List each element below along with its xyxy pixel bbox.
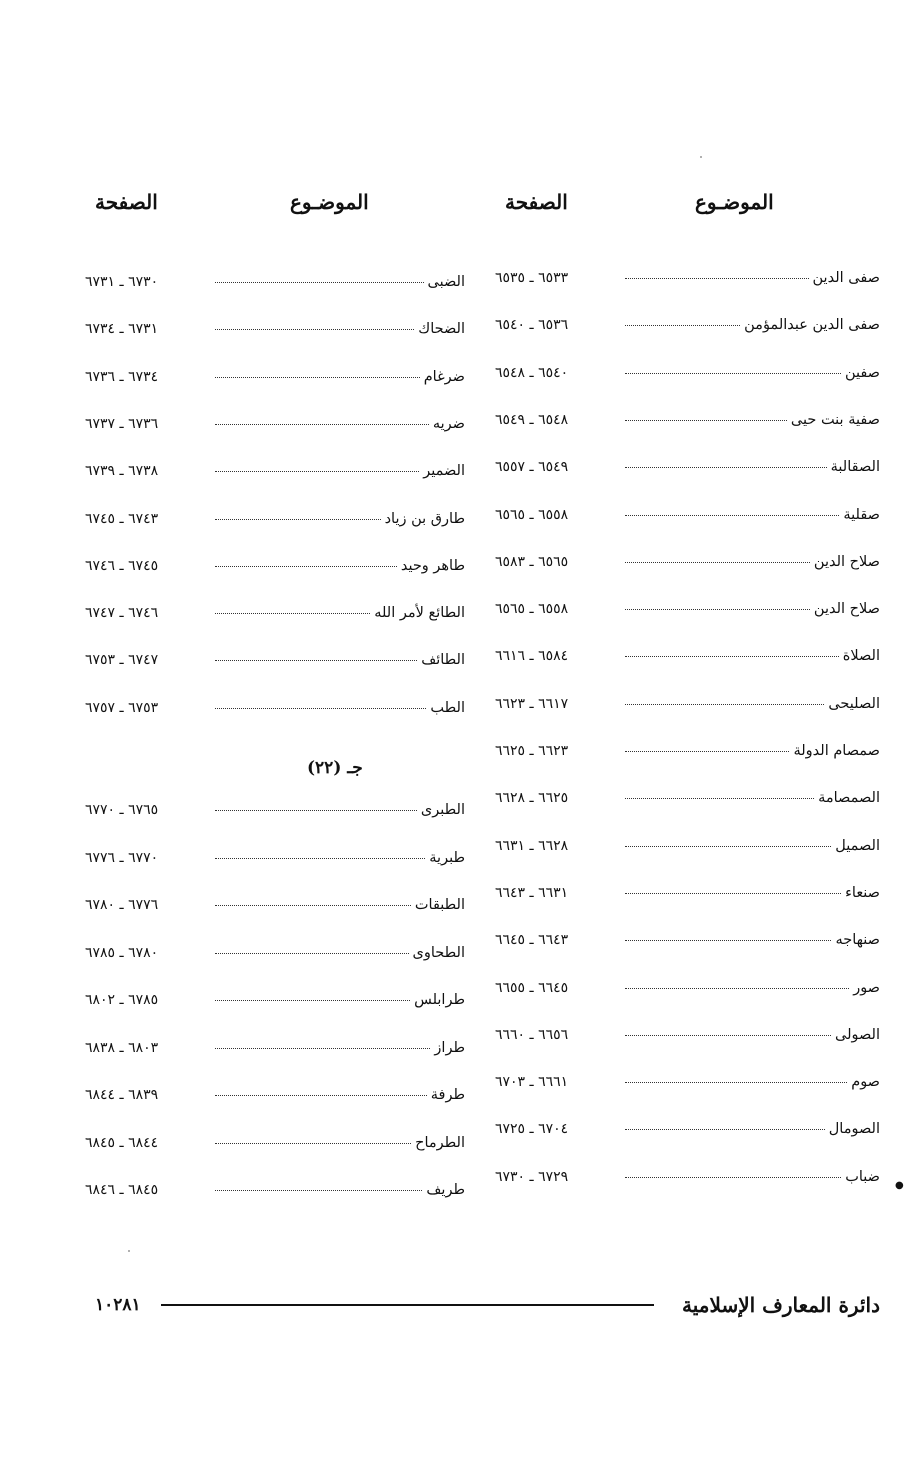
entry-page-range: ٦٧٦٥ ـ ٦٧٧٠ <box>85 802 159 818</box>
entry-topic: الطائف <box>421 652 465 669</box>
entry-page-range: ٦٨٣٩ ـ ٦٨٤٤ <box>85 1087 159 1103</box>
index-entry <box>85 1087 465 1113</box>
entry-topic: الطبرى <box>420 802 465 818</box>
index-entry <box>495 1027 880 1053</box>
index-entry <box>85 416 465 442</box>
dot-leader <box>625 467 827 468</box>
entry-topic: الضبى <box>427 274 465 290</box>
entry-topic: صفى الدين <box>812 270 880 286</box>
dot-leader <box>625 656 839 657</box>
entry-topic: الصومال <box>828 1121 880 1138</box>
entry-page-range: ٦٧٨٠ ـ ٦٧٨٥ <box>85 944 159 961</box>
dot-leader <box>215 810 417 811</box>
entry-page-range: ٦٨٠٣ ـ ٦٨٣٨ <box>85 1039 159 1056</box>
index-entry <box>85 558 465 584</box>
index-entry <box>85 1040 465 1066</box>
section-marker: جـ (٢٢) <box>307 758 363 778</box>
margin-bullet-mark: ● <box>895 1180 904 1191</box>
entry-page-range: ٦٥٤٠ ـ ٦٥٤٨ <box>495 364 569 381</box>
index-entry <box>495 790 880 816</box>
entry-topic: صوم <box>851 1074 880 1091</box>
entry-page-range: ٦٧٣٦ ـ ٦٧٣٧ <box>85 415 159 432</box>
entry-page-range: ٦٦٢٥ ـ ٦٦٢٨ <box>495 790 569 807</box>
dot-leader <box>625 562 810 563</box>
footer-title: دائرة المعارف الإسلامية <box>682 1293 880 1317</box>
entry-topic: طاهر وحيد <box>400 557 465 574</box>
dot-leader <box>625 846 831 847</box>
entry-page-range: ٦٧٤٦ ـ ٦٧٤٧ <box>85 605 159 622</box>
entry-page-range: ٦٧٣١ ـ ٦٧٣٤ <box>85 321 159 338</box>
index-entry <box>495 1074 880 1100</box>
dot-leader <box>625 893 841 894</box>
index-entry <box>85 463 465 489</box>
index-entry <box>85 802 465 828</box>
dot-leader <box>215 613 370 614</box>
dot-leader <box>215 660 417 661</box>
entry-topic: صنعاء <box>845 884 880 901</box>
dot-leader <box>215 377 420 378</box>
index-entry <box>85 850 465 876</box>
dot-leader <box>215 282 424 283</box>
entry-page-range: ٦٧٣٤ ـ ٦٧٣٦ <box>85 368 159 385</box>
index-entry <box>495 412 880 438</box>
dot-leader <box>215 1048 430 1049</box>
footer-page-number: ١٠٢٨١ <box>95 1295 141 1315</box>
entry-topic: ضباب <box>845 1168 880 1185</box>
entry-page-range: ٦٦١٧ ـ ٦٦٢٣ <box>495 695 569 712</box>
entry-topic: الصلاة <box>842 648 880 665</box>
left-page-header: الصفحة <box>95 190 158 214</box>
index-entry <box>85 321 465 347</box>
dot-leader <box>625 609 810 610</box>
entry-topic: الصليحى <box>828 695 880 712</box>
dot-leader <box>625 1035 831 1036</box>
entry-page-range: ٦٥٦٥ ـ ٦٥٨٣ <box>495 553 569 570</box>
index-entry <box>495 317 880 343</box>
entry-topic: صفية بنت حيى <box>790 411 880 428</box>
scan-speck <box>700 156 702 158</box>
index-entry <box>85 369 465 395</box>
index-entry <box>495 743 880 769</box>
dot-leader <box>625 751 789 752</box>
dot-leader <box>625 798 814 799</box>
entry-page-range: ٦٧٣٠ ـ ٦٧٣١ <box>85 274 159 290</box>
dot-leader <box>215 905 411 906</box>
index-entry <box>495 601 880 627</box>
dot-leader <box>215 858 425 859</box>
left-topic-header: الموضـوع <box>290 190 369 214</box>
entry-page-range: ٦٥٣٦ ـ ٦٥٤٠ <box>495 317 569 334</box>
dot-leader <box>625 704 824 705</box>
entry-page-range: ٦٧٨٥ ـ ٦٨٠٢ <box>85 992 159 1008</box>
entry-topic: طبرية <box>429 849 465 866</box>
index-entry <box>85 652 465 678</box>
entry-topic: الطب <box>430 699 465 716</box>
index-entry <box>495 507 880 533</box>
dot-leader <box>625 1177 841 1178</box>
entry-page-range: ٦٧٢٩ ـ ٦٧٣٠ <box>495 1168 569 1185</box>
entry-page-range: ٦٥٨٤ ـ ٦٦١٦ <box>495 648 569 665</box>
right-topic-header: الموضـوع <box>695 190 774 214</box>
index-entry <box>85 992 465 1018</box>
dot-leader <box>625 1129 825 1130</box>
right-page-header: الصفحة <box>505 190 568 214</box>
scan-speck <box>128 1250 130 1252</box>
dot-leader <box>215 566 397 567</box>
index-entry <box>85 274 465 300</box>
dot-leader <box>625 420 787 421</box>
entry-topic: الصمصامة <box>818 790 880 807</box>
index-entry <box>85 700 465 726</box>
entry-topic: الضمير <box>423 463 465 480</box>
dot-leader <box>215 1000 410 1001</box>
entry-topic: الطبقات <box>414 897 465 913</box>
entry-page-range: ٦٧٤٣ ـ ٦٧٤٥ <box>85 510 159 527</box>
dot-leader <box>215 424 429 425</box>
entry-topic: صمصام الدولة <box>793 743 880 759</box>
index-entry <box>495 932 880 958</box>
entry-topic: طارق بن زياد <box>384 510 465 527</box>
entry-page-range: ٦٦٤٥ ـ ٦٦٥٥ <box>495 979 569 996</box>
entry-topic: صلاح الدين <box>813 553 880 570</box>
dot-leader <box>215 1190 422 1191</box>
entry-page-range: ٦٦٥٦ ـ ٦٦٦٠ <box>495 1026 569 1043</box>
entry-topic: الضحاك <box>418 321 465 338</box>
entry-page-range: ٦٦٣١ ـ ٦٦٤٣ <box>495 884 569 901</box>
entry-page-range: ٦٥٥٨ ـ ٦٥٦٥ <box>495 601 569 618</box>
index-entry <box>495 459 880 485</box>
entry-topic: صور <box>853 979 880 996</box>
entry-page-range: ٦٥٣٣ ـ ٦٥٣٥ <box>495 270 569 286</box>
entry-topic: طراز <box>434 1039 465 1056</box>
index-entry <box>495 885 880 911</box>
entry-topic: صفين <box>844 364 880 381</box>
entry-page-range: ٦٥٤٩ ـ ٦٥٥٧ <box>495 459 569 476</box>
entry-topic: الطحاوى <box>412 944 465 961</box>
index-entry <box>495 696 880 722</box>
dot-leader <box>625 278 809 279</box>
entry-topic: صلاح الدين <box>813 601 880 618</box>
entry-page-range: ٦٥٥٨ ـ ٦٥٦٥ <box>495 506 569 523</box>
entry-topic: طرابلس <box>414 992 465 1008</box>
entry-page-range: ٦٧٧٠ ـ ٦٧٧٦ <box>85 849 159 866</box>
index-entry <box>495 838 880 864</box>
entry-page-range: ٦٨٤٥ ـ ٦٨٤٦ <box>85 1182 159 1198</box>
entry-topic: صقلية <box>843 506 880 523</box>
dot-leader <box>625 325 740 326</box>
entry-topic: صنهاجه <box>835 932 880 949</box>
entry-page-range: ٦٦٦١ ـ ٦٧٠٣ <box>495 1074 569 1091</box>
footer-rule <box>161 1304 654 1306</box>
dot-leader <box>625 373 841 374</box>
index-entry <box>495 1169 880 1195</box>
entry-page-range: ٦٦٤٣ ـ ٦٦٤٥ <box>495 932 569 949</box>
entry-page-range: ٦٧٤٧ ـ ٦٧٥٣ <box>85 652 159 669</box>
entry-page-range: ٦٦٢٣ ـ ٦٦٢٥ <box>495 743 569 759</box>
dot-leader <box>625 940 831 941</box>
dot-leader <box>215 329 414 330</box>
index-entry <box>495 980 880 1006</box>
dot-leader <box>215 471 419 472</box>
entry-topic: الصميل <box>835 837 880 854</box>
entry-topic: طرفة <box>430 1087 465 1103</box>
entry-topic: الطائع لأمر الله <box>374 605 465 622</box>
dot-leader <box>215 953 409 954</box>
entry-topic: الصولى <box>834 1026 880 1043</box>
page-footer <box>95 1290 880 1320</box>
entry-topic: ضريه <box>432 415 465 432</box>
dot-leader <box>625 988 849 989</box>
index-entry <box>495 554 880 580</box>
entry-topic: الطرماح <box>415 1134 465 1151</box>
index-entry <box>495 648 880 674</box>
index-entry <box>85 1182 465 1208</box>
index-entry <box>85 945 465 971</box>
entry-page-range: ٦٥٤٨ ـ ٦٥٤٩ <box>495 411 569 428</box>
entry-page-range: ٦٧٤٥ ـ ٦٧٤٦ <box>85 557 159 574</box>
index-entry <box>495 270 880 296</box>
entry-topic: طريف <box>426 1182 465 1198</box>
dot-leader <box>215 1143 411 1144</box>
entry-page-range: ٦٨٤٤ ـ ٦٨٤٥ <box>85 1134 159 1151</box>
dot-leader <box>625 1082 847 1083</box>
index-entry <box>85 605 465 631</box>
index-entry <box>495 1121 880 1147</box>
dot-leader <box>215 1095 427 1096</box>
index-entry <box>85 511 465 537</box>
index-entry <box>85 1135 465 1161</box>
dot-leader <box>215 708 426 709</box>
index-entry <box>495 365 880 391</box>
entry-topic: الصقالبة <box>830 459 880 476</box>
entry-page-range: ٦٧٠٤ ـ ٦٧٢٥ <box>495 1121 569 1138</box>
entry-page-range: ٦٦٢٨ ـ ٦٦٣١ <box>495 837 569 854</box>
dot-leader <box>215 519 381 520</box>
entry-page-range: ٦٧٥٣ ـ ٦٧٥٧ <box>85 699 159 716</box>
entry-topic: صفى الدين عبدالمؤمن <box>744 317 880 334</box>
dot-leader <box>625 515 839 516</box>
entry-page-range: ٦٧٣٨ ـ ٦٧٣٩ <box>85 463 159 480</box>
entry-page-range: ٦٧٧٦ ـ ٦٧٨٠ <box>85 897 159 913</box>
entry-topic: ضرغام <box>423 368 465 385</box>
index-entry <box>85 897 465 923</box>
